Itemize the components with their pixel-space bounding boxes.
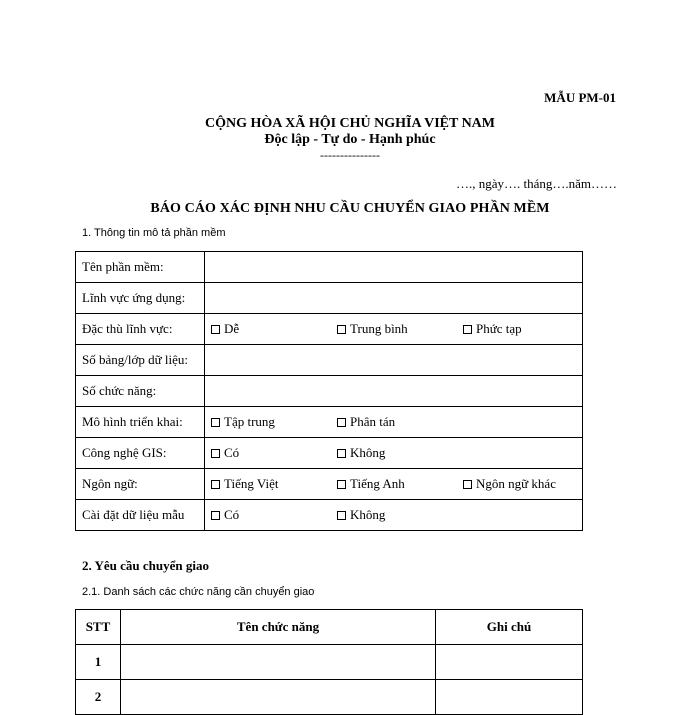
checkbox-icon[interactable] [211,480,220,489]
info-label: Số bảng/lớp dữ liệu: [76,345,205,376]
info-row [76,314,583,345]
section2-1-heading: 2.1. Danh sách các chức năng cần chuyển giao [82,586,315,598]
option-checkbox[interactable] [457,321,522,337]
info-value-field[interactable] [205,252,583,283]
info-label: Công nghệ GIS: [76,438,205,469]
option-label: Tiếng Việt [224,476,279,491]
form-code: MẪU PM-01 [544,90,616,105]
option-checkbox[interactable] [205,321,331,337]
function-name-cell[interactable] [121,645,436,680]
checkbox-icon[interactable] [211,325,220,334]
option-label: Tập trung [224,414,275,429]
info-row [76,438,583,469]
info-label: Cài đặt dữ liệu mẫu [76,500,205,531]
option-checkbox[interactable] [331,507,457,523]
report-title: BÁO CÁO XÁC ĐỊNH NHU CẦU CHUYỂN GIAO PHẦN MỀM [150,201,550,216]
option-label: Ngôn ngữ khác [476,476,556,491]
info-value-field[interactable] [205,283,583,314]
column-header-note: Ghi chú [436,610,583,645]
info-options [205,500,583,531]
option-label: Phân tán [350,414,396,429]
option-checkbox[interactable] [331,445,457,461]
note-cell[interactable] [436,645,583,680]
option-checkbox[interactable] [205,507,331,523]
function-name-cell[interactable] [121,680,436,715]
option-checkbox[interactable] [205,445,331,461]
info-options [205,469,583,500]
checkbox-icon[interactable] [211,449,220,458]
info-label: Lĩnh vực ứng dụng: [76,283,205,314]
info-label: Đặc thù lĩnh vực: [76,314,205,345]
nation-header: CỘNG HÒA XÃ HỘI CHỦ NGHĨA VIỆT NAM [204,116,495,131]
info-label: Tên phần mềm: [76,252,205,283]
option-label: Có [224,445,240,460]
checkbox-icon[interactable] [463,325,472,334]
info-row [76,500,583,531]
checkbox-icon[interactable] [337,511,346,520]
info-options [205,407,583,438]
checkbox-icon[interactable] [337,449,346,458]
option-checkbox[interactable] [457,476,556,492]
info-row [76,469,583,500]
option-label: Không [350,507,386,522]
info-value-field[interactable] [205,376,583,407]
info-row [76,345,583,376]
info-label: Ngôn ngữ: [76,469,205,500]
info-row [76,283,583,314]
note-cell[interactable] [436,680,583,715]
table-row [76,645,583,680]
option-label: Tiếng Anh [350,476,405,491]
checkbox-icon[interactable] [463,480,472,489]
info-row [76,252,583,283]
info-label: Số chức năng: [76,376,205,407]
option-checkbox[interactable] [331,321,457,337]
info-value-field[interactable] [205,345,583,376]
info-options [205,314,583,345]
option-checkbox[interactable] [205,414,331,430]
info-row [76,407,583,438]
column-header-stt: STT [76,610,121,645]
option-checkbox[interactable] [331,476,457,492]
option-checkbox[interactable] [205,476,331,492]
header-separator: --------------- [320,148,380,162]
option-label: Dễ [224,321,240,336]
checkbox-icon[interactable] [337,418,346,427]
info-row [76,376,583,407]
checkbox-icon[interactable] [337,480,346,489]
info-options [205,438,583,469]
stt-cell: 2 [76,680,121,715]
option-label: Không [350,445,386,460]
checkbox-icon[interactable] [337,325,346,334]
option-label: Trung bình [350,321,408,336]
function-list-table [75,609,583,715]
option-label: Phức tạp [476,321,522,336]
dateline: …., ngày…. tháng….năm…… [455,176,617,191]
info-label: Mô hình triển khai: [76,407,205,438]
section1-heading: 1. Thông tin mô tả phần mềm [82,227,226,239]
motto: Độc lập - Tự do - Hạnh phúc [264,132,436,147]
checkbox-icon[interactable] [211,418,220,427]
option-checkbox[interactable] [331,414,457,430]
checkbox-icon[interactable] [211,511,220,520]
column-header-function-name: Tên chức năng [121,610,436,645]
table-row [76,680,583,715]
software-info-table [75,251,583,531]
stt-cell: 1 [76,645,121,680]
option-label: Có [224,507,240,522]
section2-heading: 2. Yêu cầu chuyển giao [82,558,209,573]
